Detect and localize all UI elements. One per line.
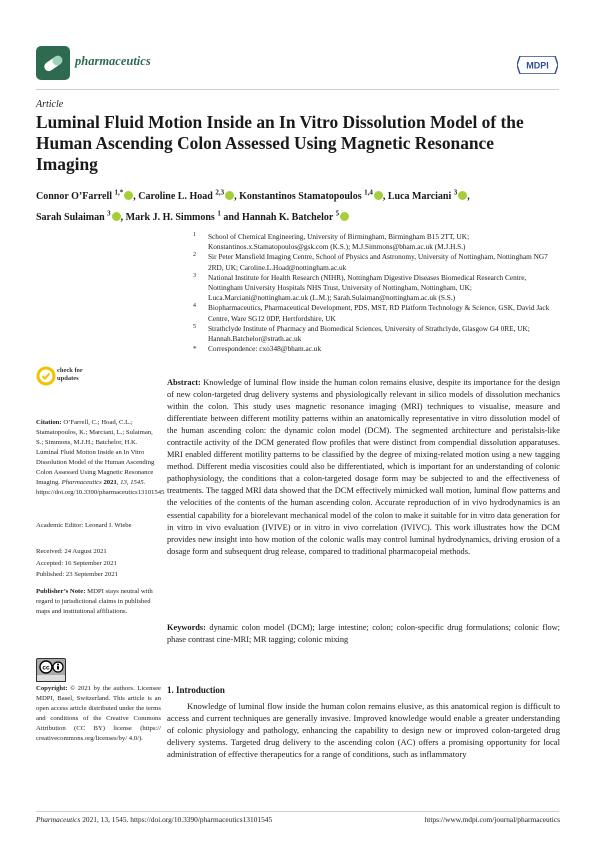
published-date: Published: 23 September 2021 (36, 571, 118, 578)
mdpi-logo[interactable] (517, 56, 558, 74)
keywords-label: Keywords: (167, 623, 206, 632)
author: Mark J. H. Simmons $^1$ and (125, 209, 240, 223)
footer-divider (36, 811, 559, 812)
citation-block: Citation: O’Farrell, C.; Hoad, C.L.; Stamatopoulos, K.; Marciani, L.; Sulaiman, S.; Simmons, M.J.H.; Batchelor, H.K. Luminal Fluid Motion Inside an In Vitro Dissolution Model of the Human Ascending Colon Assessed Using Magnetic Resonance Imaging. Pharmaceutics 2021, 13, 1545. https://doi.org/10.3390/pharmaceutics13101545 (36, 419, 165, 496)
author: Caroline L. Hoad $^{2,3}$ , (138, 189, 237, 203)
affiliation-list (193, 232, 561, 354)
orcid-icon[interactable] (112, 212, 121, 221)
introduction-paragraph: Knowledge of luminal flow inside the human colon remains elusive, as this anatomical region is difficult to access and current techniques are generally invasive. Improved knowledge would enable a greater understanding of colonic physiology and pathology, enhancing the capability to design new or improved colon-targeted drug delivery systems. Targeted drug delivery to the ascending colon (AC) offers a promising opportunity for local administration of effective therapeutics for a range of conditions, such as inflammatory (167, 701, 560, 760)
check-for-updates-icon[interactable] (36, 366, 56, 386)
check-for-updates-label[interactable]: check for updates (57, 367, 83, 382)
orcid-icon[interactable] (374, 191, 383, 200)
citation-doi-link[interactable]: https://doi.org/10.3390/pharmaceutics13101545 (36, 489, 165, 496)
section-heading: 1. Introduction (167, 685, 225, 695)
affiliation: 2 Sir Peter Mansfield Imaging Centre, School of Physics and Astronomy, University of Nottingham, Nottingham NG7 2RD, UK; Caroline.L.Hoad@nottingham.ac.uk (193, 252, 548, 272)
journal-name[interactable]: pharmaceutics (75, 54, 151, 68)
orcid-icon[interactable] (124, 191, 133, 200)
academic-editor: Academic Editor: Leonard I. Wiebe (36, 522, 132, 529)
abstract-label: Abstract: (167, 378, 201, 387)
header-divider (36, 89, 559, 90)
orcid-icon[interactable] (340, 212, 349, 221)
footer-citation: Pharmaceutics 2021, 13, 1545. https://doi.org/10.3390/pharmaceutics13101545 (36, 815, 273, 824)
affiliation: 4 Biopharmaceutics, Pharmaceutical Development, PDS, MST, RD Platform Technology & Science, GSK, David Jack Centre, Ware SG12 0DP, Hertfordshire, UK (193, 303, 550, 323)
svg-text:cc: cc (42, 664, 50, 672)
affiliation: 1 School of Chemical Engineering, University of Birmingham, Birmingham B15 2TT, UK; Konstantinos.x.Stamatopoulos@gsk.com (K.S.); M.J.Simmons@bham.ac.uk (M.J.H.S.) (193, 232, 470, 252)
cc-license-icon[interactable] (36, 658, 66, 676)
affiliation: 3 National Institute for Health Research (NIHR), Nottingham Digestive Diseases Biomedical Research Centre, Nottingham University Hospitals NHS Trust, University of Nottingham, Nottingham, UK; Luca.Marciani@nottingham.ac.uk (L.M.); Sarah.Sulaiman@nottingham.ac.uk (S.S.) (193, 272, 527, 303)
orcid-icon[interactable] (458, 191, 467, 200)
affiliation: 5 Strathclyde Institute of Pharmacy and Biomedical Sciences, University of Strathclyde, Glasgow G4 0RE, UK; Hannah.Batchelor@strath.ac.uk (193, 323, 530, 344)
author: Konstantinos Stamatopoulos $^{1,4}$ , (239, 189, 386, 203)
abstract (167, 377, 560, 558)
publisher-note: Publisher’s Note: MDPI stays neutral with regard to jurisdictional claims in published maps and institutional affiliations. (36, 588, 153, 615)
mdpi-logo-text: MDPI (526, 60, 549, 71)
author: Luca Marciani $^3$ , (387, 189, 470, 203)
orcid-icon[interactable] (225, 191, 234, 200)
author-list (36, 185, 559, 226)
abstract-text: Knowledge of luminal flow inside the human colon remains elusive, despite its importance for the design of new colon-targeted drug delivery systems and physiologically relevant in silico models of dissolution mechanics within the colon. This study uses magnetic resonance imaging (MRI) techniques to visualise, measure and differentiate between different motility patterns within an anatomically representative in vitro dissolution model of the human ascending colon: the dynamic colon model (DCM). The segmented architecture and peristalsis-like contractile activity of the DCM generated flow profiles that were distinct from compendial dissolution apparatuses. MRI enabled different motility patterns to be classified by the degree of mixing-related motion using a new tagging method. Different media viscosities could also be differentiated, which is important for an understanding of colonic pathophysiology, the conditions that a colon-targeted dosage form may be subjected to and the effectiveness of treatments. The tagged MRI data showed that the DCM effectively mimicked wall motion, luminal flow patterns and the velocities of the contents of the human ascending colon. Accurate reproduction of in vivo hydrodynamics is an essential capability for a biorelevant mechanical model of the colon to make it suitable for in vitro data generation for in vitro in vivo evaluation (IVIVE) or in vitro in vivo correlation (IVIVC). This work illustrates how the DCM provides new insight into how motion of the colonic walls may control luminal hydrodynamics, driving erosion of a dosage form and subsequent drug release, compared to traditional pharmacopeial methods. (167, 378, 560, 556)
keywords-text: dynamic colon model (DCM); large intestine; colon; colon-specific drug formulations; colonic flow; phase contrast cine-MRI; MR tagging; colonic mixing (167, 623, 560, 645)
accepted-date: Accepted: 16 September 2021 (36, 560, 117, 567)
author: Sarah Sulaiman $^3$ , (36, 209, 124, 223)
correspondence: * Correspondence: cxo348@bham.ac.uk (193, 344, 322, 354)
copyright-notice: Copyright: © 2021 by the authors. Licensee MDPI, Basel, Switzerland. This article is an open access article distributed under the terms and conditions of the Creative Commons Attribution (CC BY) license (https:// creativecommons.org/licenses/by/ 4.0/). (36, 685, 162, 742)
author: Hannah K. Batchelor $^5$ (242, 212, 349, 223)
footer-journal-link[interactable]: https://www.mdpi.com/journal/pharmaceutics (424, 815, 560, 824)
author: Connor O’Farrell $^{1,*}$ , (36, 189, 136, 203)
journal-logo-icon (36, 46, 70, 80)
cc-by-badge (36, 675, 66, 682)
article-type: Article (36, 99, 64, 110)
received-date: Received: 24 August 2021 (36, 548, 107, 555)
keywords (167, 622, 560, 646)
article-title: Luminal Fluid Motion Inside an In Vitro Dissolution Model of the Human Ascending Colon Assessed Using Magnetic Resonance Imaging (36, 112, 524, 174)
